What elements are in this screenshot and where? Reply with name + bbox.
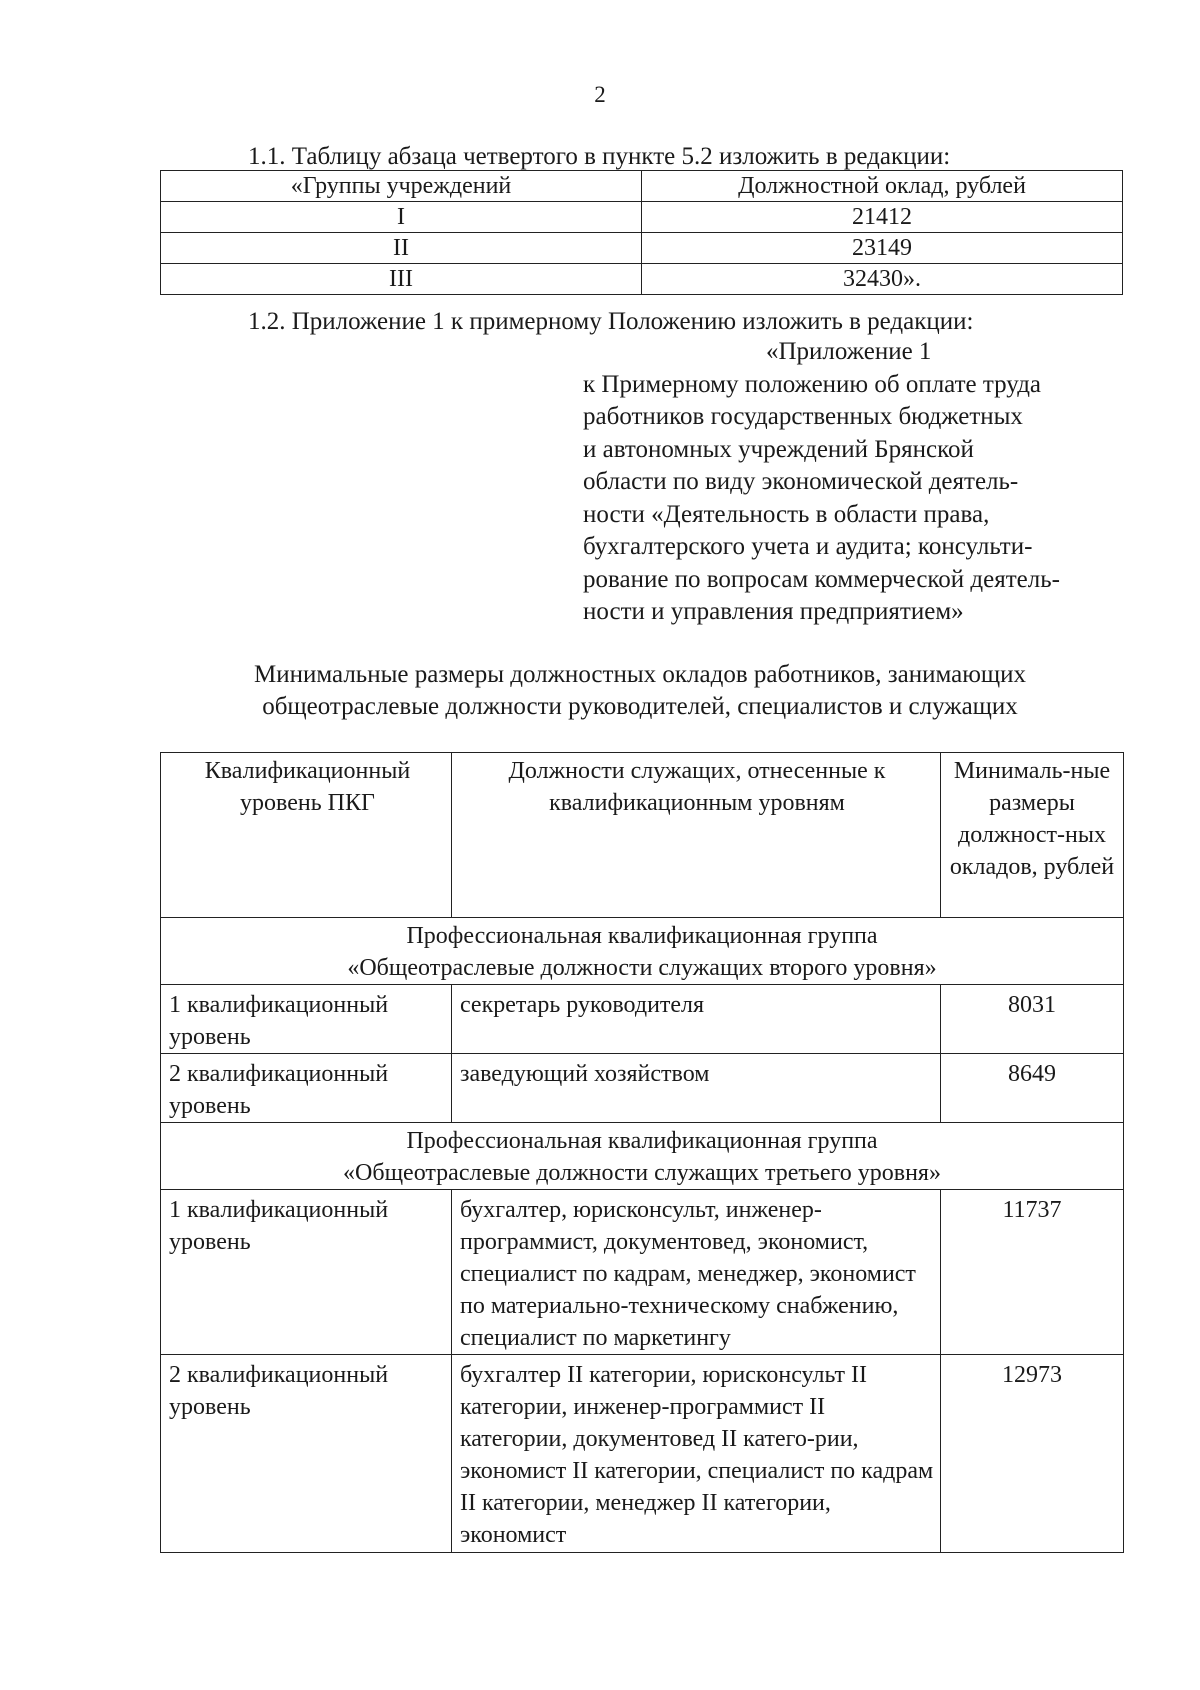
page-number: 2 xyxy=(594,82,606,107)
paragraph-1-1: 1.1. Таблицу абзаца четвертого в пункте 5.2 изложить в редакции: xyxy=(248,143,951,170)
appendix-line: к Примерному положению об оплате труда xyxy=(583,370,1042,398)
appendix-line: «Приложение 1 xyxy=(766,338,932,365)
salary-cell: 23149 xyxy=(642,233,1123,264)
table-row xyxy=(161,202,1123,233)
positions-cell: бухгалтер, юрисконсульт, инженер-программист, документовед, экономист, специалист по кадрам, менеджер, экономист по материально-техническому снабжению, специалист по маркетингу xyxy=(451,1190,940,1355)
table-header-row xyxy=(161,171,1123,202)
title-line-2: общеотраслевые должности руководителей, специалистов и служащих xyxy=(262,693,1018,720)
group-cell: I xyxy=(161,202,642,233)
group-title-line-2: «Общеотраслевые должности служащих второго уровня» xyxy=(347,955,937,981)
group-header-row xyxy=(161,1123,1124,1190)
salary-groups-table xyxy=(160,170,1123,295)
level-cell: 2 квалификационный уровень xyxy=(161,1054,452,1123)
appendix-line: ности и управления предприятием» xyxy=(583,598,964,625)
group-header xyxy=(161,1123,1124,1190)
column-header-salary: Должностной оклад, рублей xyxy=(642,171,1123,202)
positions-cell: секретарь руководителя xyxy=(451,985,940,1054)
column-header-groups: «Группы учреждений xyxy=(161,171,642,202)
group-title-line-1: Профессиональная квалификационная группа xyxy=(406,1128,878,1154)
table-row xyxy=(161,985,1124,1054)
positions-cell: заведующий хозяйством xyxy=(451,1054,940,1123)
appendix-heading xyxy=(583,336,1060,629)
group-header-row xyxy=(161,918,1124,985)
table-row xyxy=(161,1054,1124,1123)
paragraph-1-2: 1.2. Приложение 1 к примерному Положению изложить в редакции: xyxy=(248,308,974,335)
salary-cell: 12973 xyxy=(941,1355,1124,1553)
column-header-level: Квалификационный уровень ПКГ xyxy=(161,753,452,918)
appendix-line: работников государственных бюджетных xyxy=(583,403,1023,430)
appendix-line: и автономных учреждений Брянской xyxy=(583,435,974,463)
table-row xyxy=(161,1355,1124,1553)
appendix-line: бухгалтерского учета и аудита; консульти- xyxy=(583,533,1033,560)
appendix-line: области по виду экономической деятель- xyxy=(583,468,1019,495)
salary-cell: 32430». xyxy=(642,264,1123,295)
level-cell: 2 квалификационный уровень xyxy=(161,1355,452,1553)
positions-cell: бухгалтер II категории, юрисконсульт II категории, инженер-программист II категории, документовед II катего-рии, экономист II категории, специалист по кадрам II категории, менеджер II категории, экономист xyxy=(451,1355,940,1553)
title-line-1: Минимальные размеры должностных окладов работников, занимающих xyxy=(253,661,1027,688)
group-title-line-2: «Общеотраслевые должности служащих третьего уровня» xyxy=(343,1160,941,1186)
group-cell: III xyxy=(161,264,642,295)
level-cell: 1 квалификационный уровень xyxy=(161,1190,452,1355)
table-header-row xyxy=(161,753,1124,918)
appendix-line: ности «Деятельность в области права, xyxy=(583,500,990,528)
group-title-line-1: Профессиональная квалификационная группа xyxy=(406,923,878,949)
group-header xyxy=(161,918,1124,985)
minimum-salaries-table xyxy=(160,752,1124,1553)
salary-cell: 8031 xyxy=(941,985,1124,1054)
table-row xyxy=(161,233,1123,264)
document-title xyxy=(0,659,1200,723)
column-header-positions: Должности служащих, отнесенные к квалификационным уровням xyxy=(451,753,940,918)
appendix-line: рование по вопросам коммерческой деятель- xyxy=(583,565,1060,593)
salary-cell: 11737 xyxy=(941,1190,1124,1355)
column-header-salary: Минималь-ные размеры должност-ных окладов, рублей xyxy=(941,753,1124,918)
salary-cell: 8649 xyxy=(941,1054,1124,1123)
table-row xyxy=(161,1190,1124,1355)
level-cell: 1 квалификационный уровень xyxy=(161,985,452,1054)
group-cell: II xyxy=(161,233,642,264)
salary-cell: 21412 xyxy=(642,202,1123,233)
table-row xyxy=(161,264,1123,295)
